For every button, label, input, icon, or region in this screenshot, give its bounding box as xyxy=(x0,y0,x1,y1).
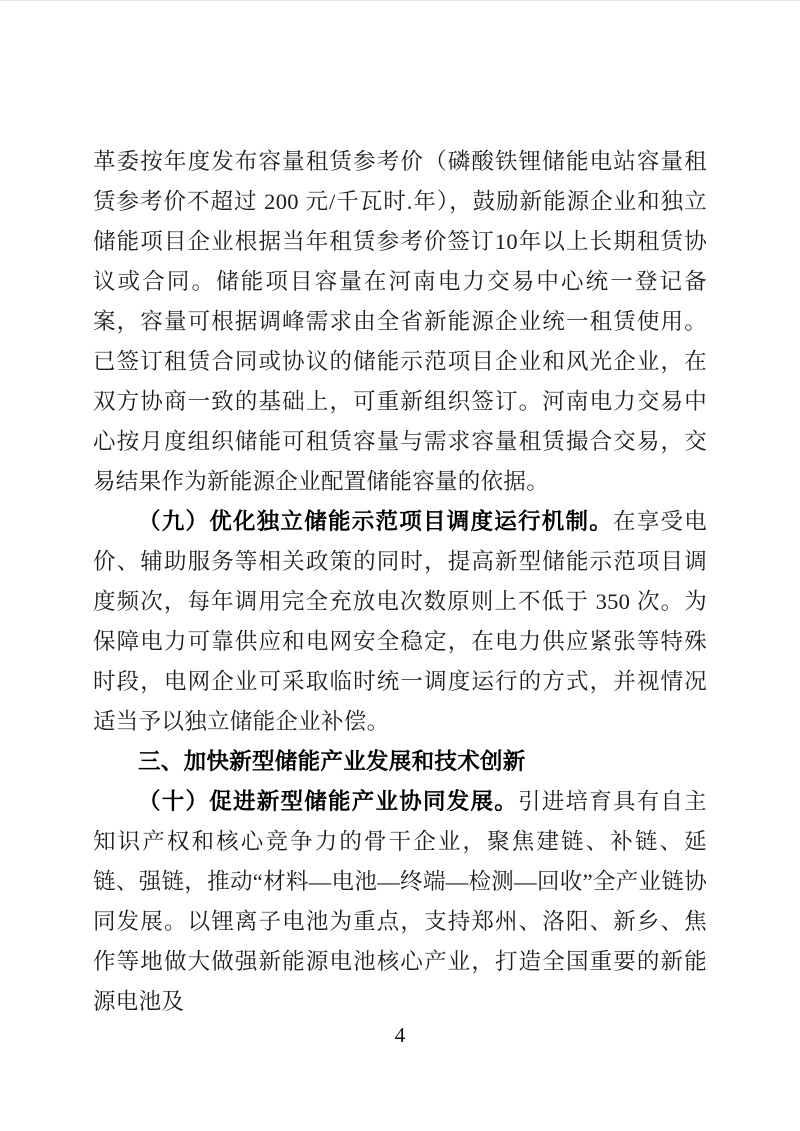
text-run: 革委按年度发布容量租赁参考价（磷酸铁锂储能电站容量租赁参考价不超过 200 元/千瓦时.年），鼓励新能源企业和独立储能项目企业根据当年租赁参考价签订10年以上长期租赁协议或合同。储能项目容量在河南电力交易中心统一登记备案，容量可根据调峰需求由全省新能源企业统一租赁使用。已签订租赁合同或协议的储能示范项目企业和风光企业，在双方协商一致的基础上，可重新组织签订。河南电力交易中心按月度组织储能可租赁容量与需求容量租赁撮合交易，交易结果作为新能源企业配置储能容量的依据。 xyxy=(93,149,707,494)
paragraph xyxy=(93,782,707,1022)
paragraph xyxy=(93,142,707,502)
text-run-bold: 三、加快新型储能产业发展和技术创新 xyxy=(138,749,526,774)
text-run-bold: （十）促进新型储能产业协同发展。 xyxy=(138,789,518,814)
text-run: 引进培育具有自主知识产权和核心竞争力的骨干企业，聚焦建链、补链、延链、强链，推动“材料—电池—终端—检测—回收”全产业链协同发展。以锂离子电池为重点，支持郑州、洛阳、新乡、焦作等地做大做强新能源电池核心产业，打造全国重要的新能源电池及 xyxy=(93,789,707,1014)
paragraph xyxy=(93,502,707,742)
document-body xyxy=(93,142,707,1022)
text-run: 在享受电价、辅助服务等相关政策的同时，提高新型储能示范项目调度频次，每年调用完全充放电次数原则上不低于 350 次。为保障电力可靠供应和电网安全稳定，在电力供应紧张等特殊时段，电网企业可采取临时统一调度运行的方式，并视情况适当予以独立储能企业补偿。 xyxy=(93,509,707,734)
section-heading xyxy=(93,742,707,782)
text-run-bold: （九）优化独立储能示范项目调度运行机制。 xyxy=(138,509,613,534)
page-number: 4 xyxy=(394,1023,406,1047)
page-top-edge xyxy=(0,0,800,1)
